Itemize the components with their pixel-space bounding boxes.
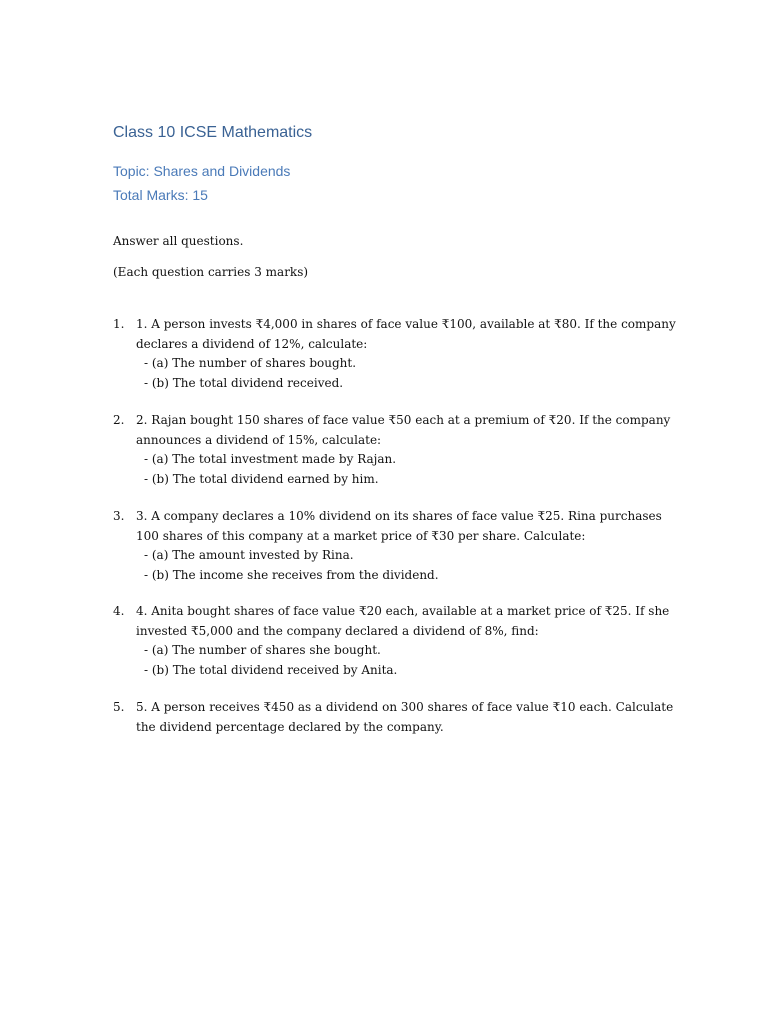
marks-note: (Each question carries 3 marks) bbox=[113, 265, 309, 279]
question-part: - (a) The total investment made by Rajan. bbox=[144, 452, 397, 466]
question-text-line: the dividend percentage declared by the company. bbox=[136, 719, 444, 734]
question-text-line: 4. Anita bought shares of face value ₹20 each, available at a market price of ₹25. If she bbox=[136, 604, 670, 618]
question-text-line: declares a dividend of 12%, calculate: bbox=[136, 336, 368, 351]
question-part: - (a) The number of shares she bought. bbox=[144, 643, 381, 657]
question-text-line: 100 shares of this company at a market price of ₹30 per share. Calculate: bbox=[136, 528, 586, 543]
question-4 bbox=[113, 602, 673, 680]
question-number: 2. bbox=[113, 413, 125, 427]
question-text-line: 2. Rajan bought 150 shares of face value ₹50 each at a premium of ₹20. If the company bbox=[136, 413, 671, 427]
question-part: - (b) The total dividend earned by him. bbox=[144, 471, 379, 486]
instruction-text: Answer all questions. bbox=[113, 234, 244, 248]
question-text-line: 1. A person invests ₹4,000 in shares of face value ₹100, available at ₹80. If the company bbox=[136, 317, 676, 331]
question-number: 5. bbox=[113, 700, 125, 714]
document-title: Class 10 ICSE Mathematics bbox=[113, 124, 313, 141]
question-part: - (b) The total dividend received by Anita. bbox=[144, 662, 398, 677]
total-marks-heading: Total Marks: 15 bbox=[113, 187, 208, 203]
question-2 bbox=[113, 411, 673, 489]
question-part: - (b) The income she receives from the dividend. bbox=[144, 567, 439, 582]
question-number: 4. bbox=[113, 604, 125, 618]
question-3 bbox=[113, 507, 673, 585]
question-1 bbox=[113, 315, 676, 393]
question-text-line: announces a dividend of 15%, calculate: bbox=[136, 432, 382, 447]
topic-heading: Topic: Shares and Dividends bbox=[113, 163, 291, 179]
question-text-line: 3. A company declares a 10% dividend on its shares of face value ₹25. Rina purchases bbox=[136, 509, 662, 523]
question-number: 3. bbox=[113, 509, 125, 523]
question-part: - (b) The total dividend received. bbox=[144, 375, 344, 390]
question-number: 1. bbox=[113, 317, 125, 331]
question-part: - (a) The amount invested by Rina. bbox=[144, 548, 354, 562]
question-text-line: 5. A person receives ₹450 as a dividend on 300 shares of face value ₹10 each. Calculate bbox=[136, 700, 674, 714]
question-text-line: invested ₹5,000 and the company declared a dividend of 8%, find: bbox=[136, 623, 539, 638]
question-part: - (a) The number of shares bought. bbox=[144, 356, 357, 370]
question-5 bbox=[113, 698, 673, 737]
